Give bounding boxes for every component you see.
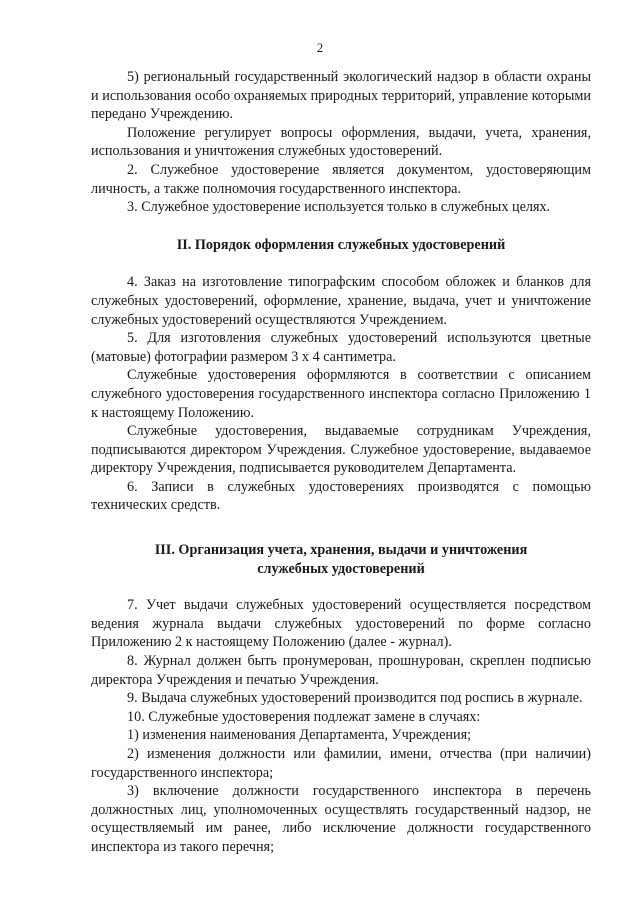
section-heading: II. Порядок оформления служебных удостоверений <box>176 236 506 253</box>
paragraph: 4. Заказ на изготовление типографским способом обложек и бланков для служебных удостоверений, оформление, хранение, выдача, учет и уничтожение служебных удостоверений осуществляются Учреждением. <box>91 274 591 328</box>
page-number: 2 <box>316 41 324 55</box>
paragraph: Положение регулирует вопросы оформления, выдачи, учета, хранения, использования и уничтожения служебных удостоверений. <box>91 124 591 160</box>
section-heading-line: служебных удостоверений <box>257 560 425 577</box>
section-heading <box>91 541 591 578</box>
paragraph: Служебные удостоверения оформляются в соответствии с описанием служебного удостоверения государственного инспектора согласно Приложению 1 к настоящему Положению. <box>91 367 591 421</box>
paragraph: 8. Журнал должен быть пронумерован, прошнурован, скреплен подписью директора Учреждения и печатью Учреждения. <box>91 653 591 688</box>
paragraph: 2. Служебное удостоверение является документом, удостоверяющим личность, а также полномочия государственного инспектора. <box>91 161 591 197</box>
paragraph: Служебные удостоверения, выдаваемые сотрудникам Учреждения, подписываются директором Учреждения. Служебное удостоверение, выдаваемое директору Учреждения, подписывается руководителем Департамента. <box>91 423 591 477</box>
paragraph: 3. Служебное удостоверение используется только в служебных целях. <box>127 199 551 216</box>
section-heading-line: III. Организация учета, хранения, выдачи и уничтожения <box>154 542 528 559</box>
paragraph: 10. Служебные удостоверения подлежат замене в случаях: <box>127 708 481 725</box>
paragraph: 6. Записи в служебных удостоверениях производятся с помощью технических средств. <box>91 478 591 514</box>
document-body <box>91 68 591 857</box>
paragraph: 9. Выдача служебных удостоверений производится под роспись в журнале. <box>127 690 583 707</box>
paragraph: 5) региональный государственный экологический надзор в области охраны и использования особо охраняемых природных территорий, управление которыми передано Учреждению. <box>91 69 591 123</box>
paragraph: 2) изменения должности или фамилии, имени, отчества (при наличии) государственного инспектора; <box>91 746 591 781</box>
paragraph: 3) включение должности государственного инспектора в перечень должностных лиц, уполномоченных осуществлять государственный надзор, не осуществляемый им ранее, либо исключение должности государственного инспектора из такого перечня; <box>91 783 591 855</box>
paragraph: 7. Учет выдачи служебных удостоверений осуществляется посредством ведения журнала выдачи служебных удостоверений по форме согласно Приложению 2 к настоящему Положению (далее - журнал). <box>91 597 591 651</box>
paragraph: 5. Для изготовления служебных удостоверений используются цветные (матовые) фотографии размером 3 х 4 сантиметра. <box>91 330 591 365</box>
paragraph: 1) изменения наименования Департамента, Учреждения; <box>127 727 472 744</box>
